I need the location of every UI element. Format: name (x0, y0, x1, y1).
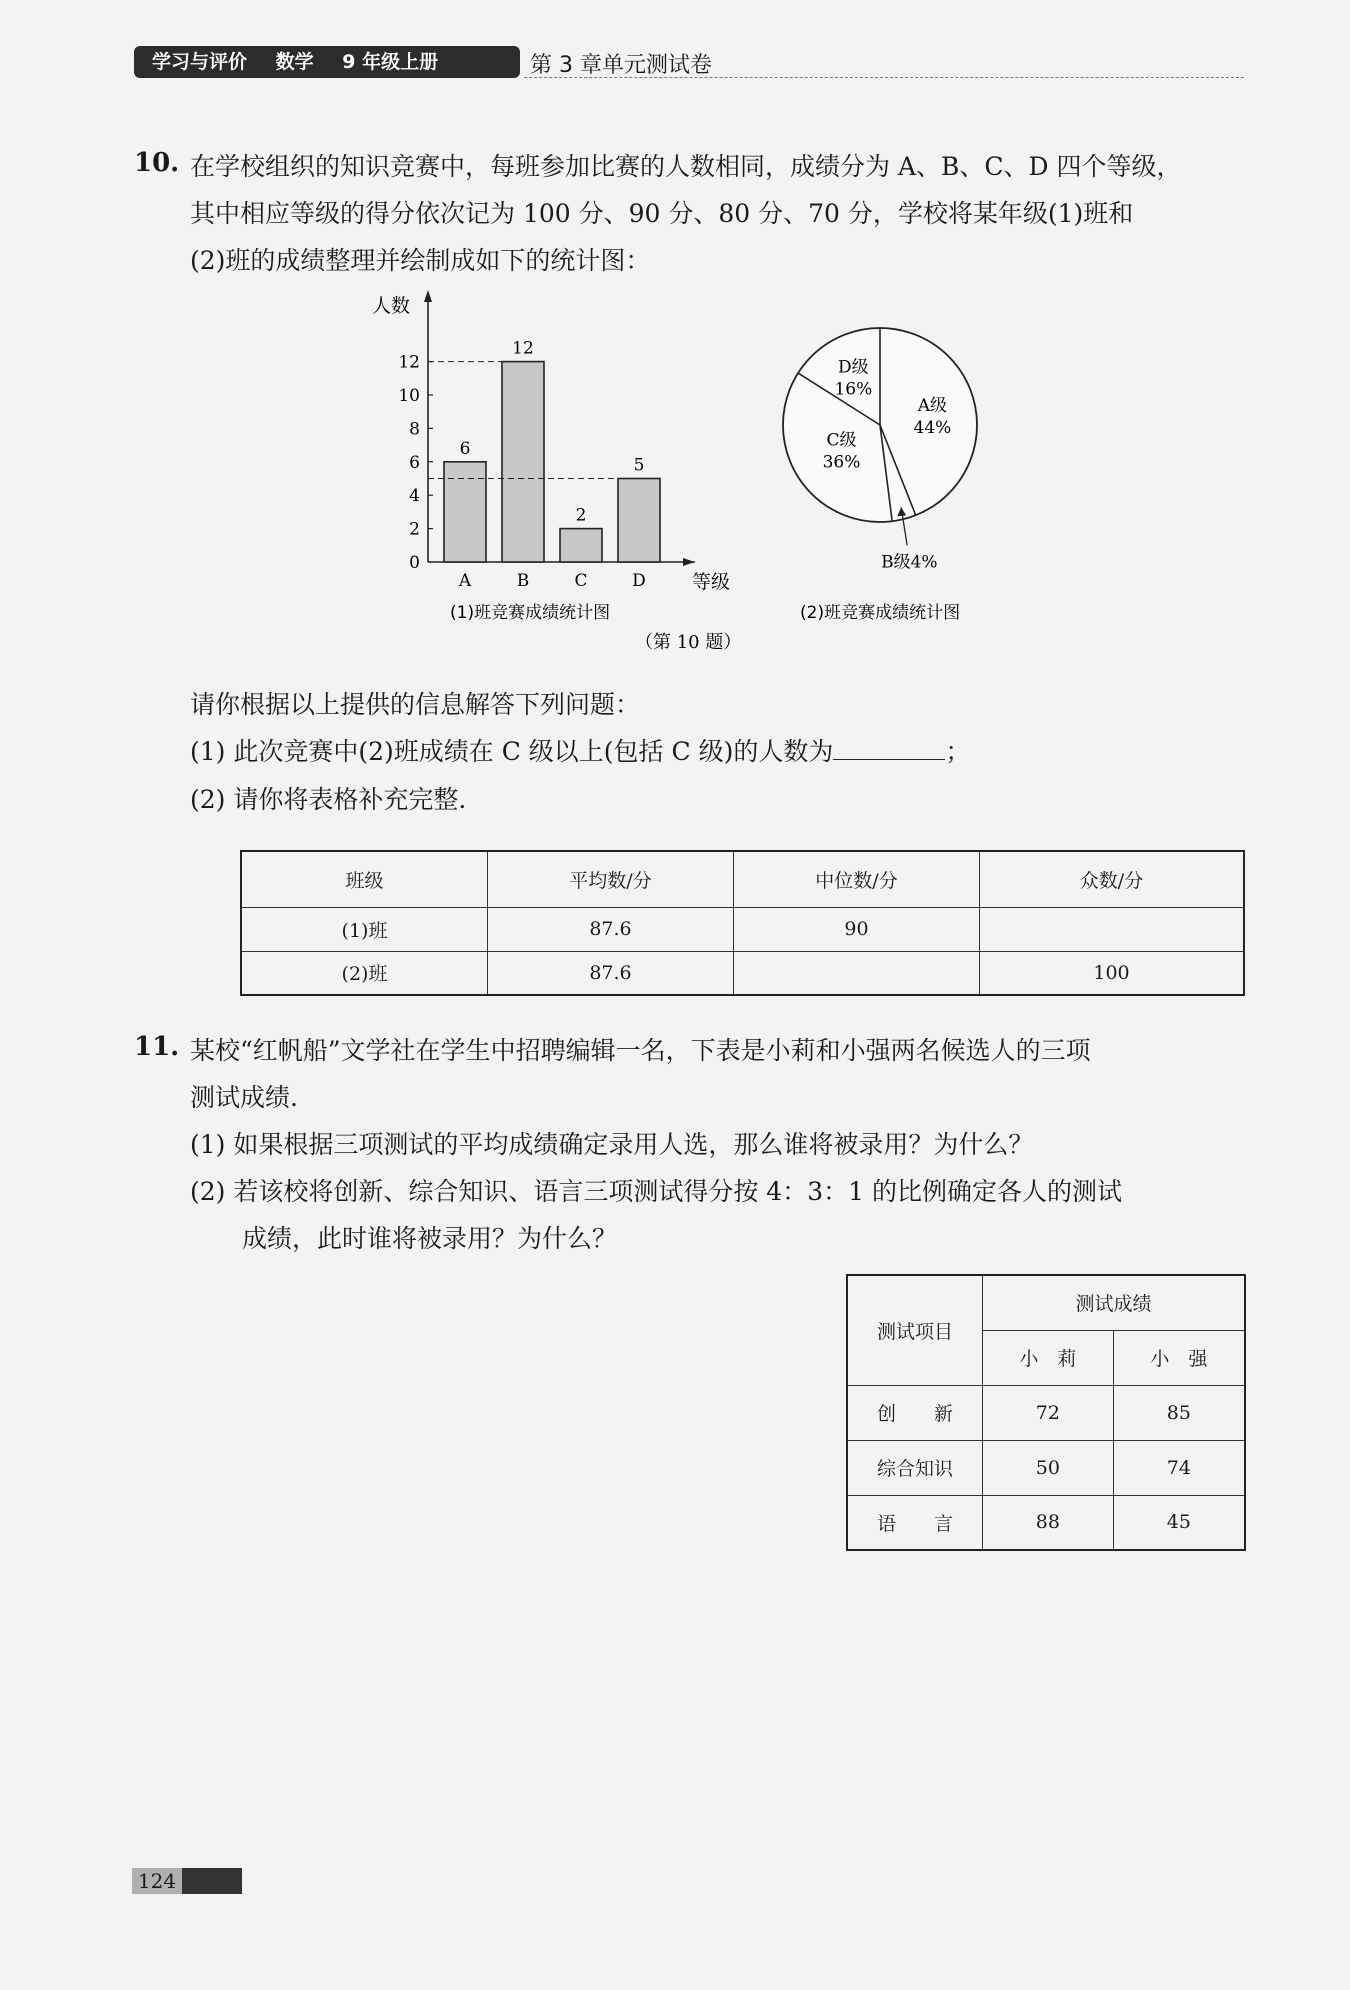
q11-th-score: 测试成绩 (983, 1275, 1246, 1330)
header-grade: 9 年级上册 (342, 51, 439, 73)
y-tick-label: 8 (409, 419, 420, 440)
table-row (847, 1385, 1245, 1440)
cell: 50 (983, 1440, 1114, 1495)
x-tick-label: B (516, 571, 530, 591)
q10-sub2: (2) 请你将表格补充完整. (190, 785, 467, 814)
pie-label-name: A级 (917, 396, 948, 417)
pie-label-value: 44% (913, 418, 952, 439)
q10-number: 10. (134, 148, 180, 178)
answer-blank[interactable] (833, 739, 945, 760)
pie-label-name: C级 (826, 430, 857, 451)
bar-chart-title: (1)班竞赛成绩统计图 (450, 603, 611, 623)
q10-table-header (241, 851, 1244, 907)
q10-th-median: 中位数/分 (734, 851, 980, 907)
y-tick-label: 12 (398, 352, 420, 373)
cell: 45 (1113, 1495, 1245, 1550)
q11-th-item: 测试项目 (847, 1275, 983, 1385)
cell-blank[interactable] (980, 907, 1245, 951)
y-tick-label: 0 (409, 553, 420, 573)
q10-th-mode: 众数/分 (980, 851, 1245, 907)
bar-D (618, 479, 660, 563)
cell: 85 (1113, 1385, 1245, 1440)
bar-value-label: 6 (459, 438, 471, 459)
figure-label: （第 10 题） (635, 632, 742, 653)
header-book: 学习与评价 (152, 51, 248, 73)
bar-B (502, 362, 544, 562)
cell: (1)班 (241, 907, 488, 951)
pie-label-value: 36% (822, 452, 861, 473)
q11-sub2a: (2) 若该校将创新、综合知识、语言三项测试得分按 4：3：1 的比例确定各人的测试 (190, 1177, 1122, 1206)
q10-table (240, 850, 1245, 996)
q11-th-candidate-1: 小 莉 (983, 1330, 1114, 1385)
cell: 90 (734, 907, 980, 951)
q10-sub1-end: ； (945, 737, 971, 766)
header-chapter: 第 3 章单元测试卷 (530, 53, 712, 78)
cell: (2)班 (241, 951, 488, 995)
cell: 100 (980, 951, 1245, 995)
q11-line2: 测试成绩. (190, 1083, 298, 1112)
q10-prompt: 请你根据以上提供的信息解答下列问题： (190, 690, 641, 719)
q11-table (846, 1274, 1246, 1551)
cell: 87.6 (488, 907, 734, 951)
bar-value-label: 2 (575, 505, 587, 526)
table-row (241, 951, 1244, 995)
q10-sub1-text: (1) 此次竞赛中(2)班成绩在 C 级以上(包括 C 级)的人数为 (190, 737, 834, 766)
y-tick-label: 2 (409, 519, 420, 540)
pie-callout-label: B级4% (881, 552, 938, 573)
header-book-tag (134, 46, 520, 78)
bar-chart (360, 290, 760, 670)
cell: 语 言 (847, 1495, 983, 1550)
table-row (241, 907, 1244, 951)
pie-label-value: 16% (834, 379, 873, 400)
q10-sub1 (190, 728, 970, 775)
bar-C (560, 529, 602, 562)
cell: 创 新 (847, 1385, 983, 1440)
y-tick-label: 10 (398, 386, 420, 406)
x-axis-label: 等级 (692, 571, 731, 593)
header-subject: 数学 (275, 51, 314, 73)
q11-th-candidate-2: 小 强 (1113, 1330, 1245, 1385)
header-divider (524, 77, 1244, 78)
pie-chart-title: (2)班竞赛成绩统计图 (800, 603, 961, 623)
cell: 74 (1113, 1440, 1245, 1495)
y-tick-label: 6 (409, 452, 420, 473)
bar-value-label: 5 (633, 455, 645, 476)
cell: 87.6 (488, 951, 734, 995)
cell: 72 (983, 1385, 1114, 1440)
y-tick-label: 4 (409, 486, 420, 507)
y-axis-label: 人数 (372, 295, 411, 317)
x-tick-label: C (574, 571, 588, 591)
cell-blank[interactable] (734, 951, 980, 995)
q11-number: 11. (134, 1032, 180, 1062)
table-row (847, 1440, 1245, 1495)
bar-A (444, 462, 486, 562)
q10-th-mean: 平均数/分 (488, 851, 734, 907)
x-tick-label: D (632, 571, 646, 591)
pie-chart (780, 310, 1040, 640)
q11-sub1: (1) 如果根据三项测试的平均成绩确定录用人选，那么谁将被录用？为什么？ (190, 1130, 1034, 1159)
page-number: 124 (132, 1868, 182, 1894)
x-tick-label: A (458, 571, 472, 591)
q10-line1: 在学校组织的知识竞赛中，每班参加比赛的人数相同，成绩分为 A、B、C、D 四个等级， (190, 152, 1182, 181)
q11-sub2b: 成绩，此时谁将被录用？为什么？ (242, 1224, 618, 1253)
table-row (847, 1495, 1245, 1550)
cell: 88 (983, 1495, 1114, 1550)
bar-value-label: 12 (512, 338, 534, 359)
q10-th-class: 班级 (241, 851, 488, 907)
x-axis-arrow (683, 558, 695, 566)
q11-line1: 某校“红帆船”文学社在学生中招聘编辑一名，下表是小莉和小强两名候选人的三项 (190, 1036, 1091, 1065)
cell: 综合知识 (847, 1440, 983, 1495)
pie-label-name: D级 (838, 357, 869, 378)
y-axis-arrow (424, 290, 432, 302)
q10-line3: (2)班的成绩整理并绘制成如下的统计图： (190, 246, 651, 275)
q10-line2: 其中相应等级的得分依次记为 100 分、90 分、80 分、70 分，学校将某年级(1)班和 (190, 199, 1134, 228)
